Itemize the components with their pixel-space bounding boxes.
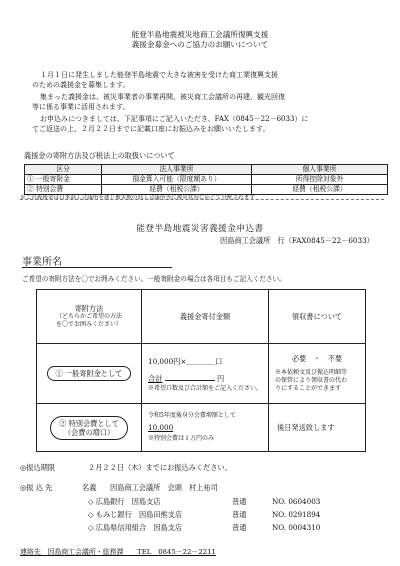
amount-special-cell	[142, 404, 269, 452]
amount-header: 義援金寄付金額	[179, 312, 231, 321]
form-col-receipt	[269, 290, 366, 344]
tax-header-individual: 個人事業所	[252, 165, 388, 175]
bank-1-name: ◇ 広島銀行 因島支店	[88, 497, 161, 506]
intro-paragraph-2	[32, 92, 382, 112]
special-note-1: 令和5年度後身分会費増額として	[148, 412, 236, 419]
special-note-2: ※特別会費は１万円のみ	[148, 435, 215, 442]
tax-header-category: 区分	[25, 165, 102, 175]
deadline-text: ２月２２日（木）までにお振込みください。	[88, 463, 232, 472]
special-receipt-text: 後日発送致します	[277, 423, 335, 432]
form-recipient: 因島商工会議所 行（FAX0845－22－6033）	[220, 236, 374, 245]
tax-table	[24, 164, 388, 195]
option-special-cell[interactable]	[37, 404, 142, 452]
page-title-line2: 義援金募金へのご協力のお願いについて	[131, 40, 269, 49]
total-unit: 円	[216, 373, 225, 383]
bank-2-no: NO. 0291894	[272, 510, 321, 519]
bank-1-type: 普通	[232, 497, 247, 506]
special-fee-label-1: ② 特別会費として	[59, 418, 119, 428]
tax-table-header	[25, 165, 388, 175]
method-header: 寄附方法	[74, 304, 104, 313]
intro-paragraph-3	[32, 114, 382, 134]
business-name-label: 事業所名	[22, 257, 62, 268]
transfer-label: ◎振 込 先	[20, 483, 53, 492]
tax-cell: 経費（租税公課）	[252, 185, 388, 195]
intro-p2-line1: 集まった義援金は、被災事業者の事業再開、被災商工会議所の再建、観光回復	[40, 93, 285, 101]
intro-p3-line1: お申込みにつきましては、下記事項にご記入いただき、FAX（0845－22－6033）に	[40, 115, 309, 123]
intro-p1-line2: のための義援金を募集します。	[32, 81, 130, 89]
general-note: ※希望口数及び合計額をご記入ください。	[148, 384, 263, 392]
method-sub1: （どちらかご希望の方法	[55, 313, 122, 320]
table-row	[25, 175, 388, 185]
tax-header-corporate: 法人事業所	[102, 165, 252, 175]
receipt-choice[interactable]: 必要 ・ 不要	[291, 354, 343, 363]
donation-form-table	[36, 289, 366, 452]
method-sub2: を〇でお囲みください）	[55, 321, 122, 328]
form-col-amount	[142, 290, 269, 344]
form-instruction: ご希望の寄附方法を〇でお囲みください。一般寄附金の場合は各項目もご記入ください。	[22, 275, 286, 283]
receipt-general-cell	[269, 344, 366, 404]
tax-cell: ② 特別会費	[25, 185, 102, 195]
option-general-cell[interactable]	[37, 344, 142, 404]
deadline-label: ◎振込期限	[20, 463, 56, 472]
total-field[interactable]	[148, 374, 262, 383]
tax-cell: 所得控除対象外	[252, 175, 388, 185]
intro-paragraph-1	[32, 70, 382, 90]
bank-3-name: ◇ 広島県信用組合 因島支店	[88, 523, 183, 532]
intro-p3-line2: てご返送の上、２月２２日までに記載口座にお振込みをお願いいたします。	[32, 125, 270, 133]
form-title: 能登半島地震災害義援金申込書	[136, 224, 264, 234]
bank-2-name: ◇ もみじ銀行 因島田熊支店	[88, 510, 183, 519]
special-fee-label-2: （会費の増口）	[63, 427, 115, 437]
option-special-fee[interactable]	[50, 416, 128, 440]
units-field[interactable]: 10,000円×＿＿＿＿口	[148, 356, 223, 366]
transfer-name: 因島商工会議所 会頭 村上祐司	[110, 483, 218, 492]
transfer-name-label: 名義	[82, 483, 97, 492]
tax-note: ※この義援金は日本商工会議所を通じ被災地の商工会議所等に被災状況に応じて分配されます	[20, 195, 255, 201]
bank-2-type: 普通	[232, 510, 247, 519]
bank-3-type: 普通	[232, 523, 247, 532]
receipt-note-2: の保管により領収書の代わ	[275, 377, 348, 384]
receipt-note-3: りにすることができます	[275, 385, 342, 392]
tax-section-heading: 義援金の寄附方法及び税法上の取扱いについて	[24, 151, 175, 160]
tax-cell: 経費（租税公課）	[102, 185, 252, 195]
contact-info: 連絡先 因島商工会議所・総務課 TEL 0845－22－2211	[20, 548, 216, 556]
form-col-method	[37, 290, 142, 344]
receipt-note-1: ※本依頼文及び振込明細等	[275, 369, 348, 376]
bank-1-no: NO. 0604003	[272, 497, 321, 506]
receipt-special-cell	[269, 404, 366, 452]
business-name-field[interactable]	[22, 267, 172, 268]
option-general-donation[interactable]: ① 一般寄附金として	[47, 366, 132, 381]
form-header-row	[37, 290, 366, 344]
tax-cell: ① 一般寄附金	[25, 175, 102, 185]
receipt-header: 領収書について	[291, 312, 343, 321]
form-row-special	[37, 404, 366, 452]
total-label: 合計	[148, 373, 163, 383]
bank-3-no: NO. 0004310	[272, 523, 321, 532]
page-title-line1: 能登半島地震被災地商工会議所復興支援	[131, 30, 269, 39]
form-row-general	[37, 344, 366, 404]
intro-p1-line1: １月１日に発生しました能登半島地震で大きな被害を受けた商工業復興支援	[40, 71, 278, 79]
tax-cell: 損金算入可能（限度額あり）	[102, 175, 252, 185]
intro-p2-line2: 等に係る事業に活用されます。	[32, 103, 130, 111]
amount-general-cell	[142, 344, 269, 404]
cut-line-divider	[20, 199, 384, 200]
special-amount: 10,000	[148, 423, 174, 432]
